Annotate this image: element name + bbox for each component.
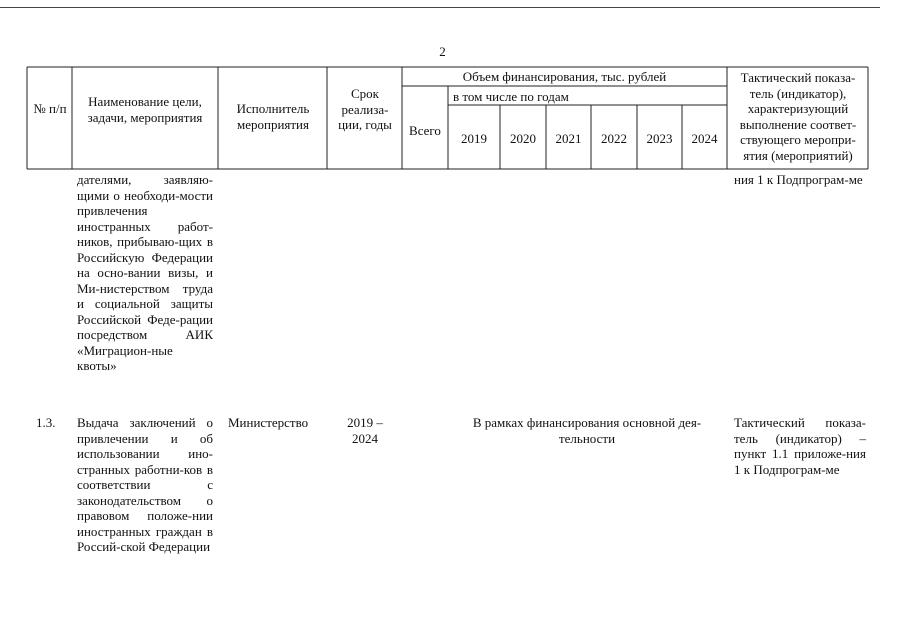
page-number: 2 <box>439 44 446 59</box>
year-2023: 2023 <box>646 131 673 146</box>
year-2024: 2024 <box>691 131 718 146</box>
header-indicator: Тактический показа-тель (индикатор), характеризующий выполнение соответ-ствующего меропри-ятия (мероприятий) <box>739 70 857 163</box>
row-2-name: Выдача заключений о привлечении и об использовании ино-странных работни-ков в соответствии с законодательством о правовом положе-нии иностранных граждан в Россий-ской Федерации <box>77 415 213 554</box>
year-2019: 2019 <box>461 131 487 146</box>
row-1-indicator: ния 1 к Подпрограм-ме <box>734 172 863 187</box>
header-executor: Исполнитель мероприятия <box>236 101 310 132</box>
top-rule <box>0 7 880 8</box>
header-total: Всего <box>409 123 441 138</box>
header-term: Срок реализа-ции, годы <box>338 86 392 132</box>
row-2-executor: Министерство <box>228 415 309 430</box>
year-2020: 2020 <box>510 131 536 146</box>
row-2-indicator: Тактический показа-тель (индикатор) – пункт 1.1 приложе-ния 1 к Подпрограм-ме <box>734 415 866 477</box>
header-by-years: в том числе по годам <box>453 89 569 104</box>
row-2-num: 1.3. <box>36 415 56 430</box>
year-2022: 2022 <box>601 131 627 146</box>
row-2-financing: В рамках финансирования основной дея-тельности <box>472 415 702 446</box>
header-name: Наименование цели, задачи, мероприятия <box>87 94 203 125</box>
row-1-name: дателями, заявляю-щими о необходи-мости привлечения иностранных работ-ников, прибываю-щих в Российскую Федерации на осно-вании визы, и Ми-нистерством труда и социальной защиты Российской Феде-рации посредством АИК «Миграцион-ные квоты» <box>77 172 213 373</box>
year-2021: 2021 <box>555 131 582 146</box>
row-2-term: 2019 – 2024 <box>347 415 383 446</box>
header-financing: Объем финансирования, тыс. рублей <box>462 69 667 84</box>
header-num: № п/п <box>33 101 67 116</box>
